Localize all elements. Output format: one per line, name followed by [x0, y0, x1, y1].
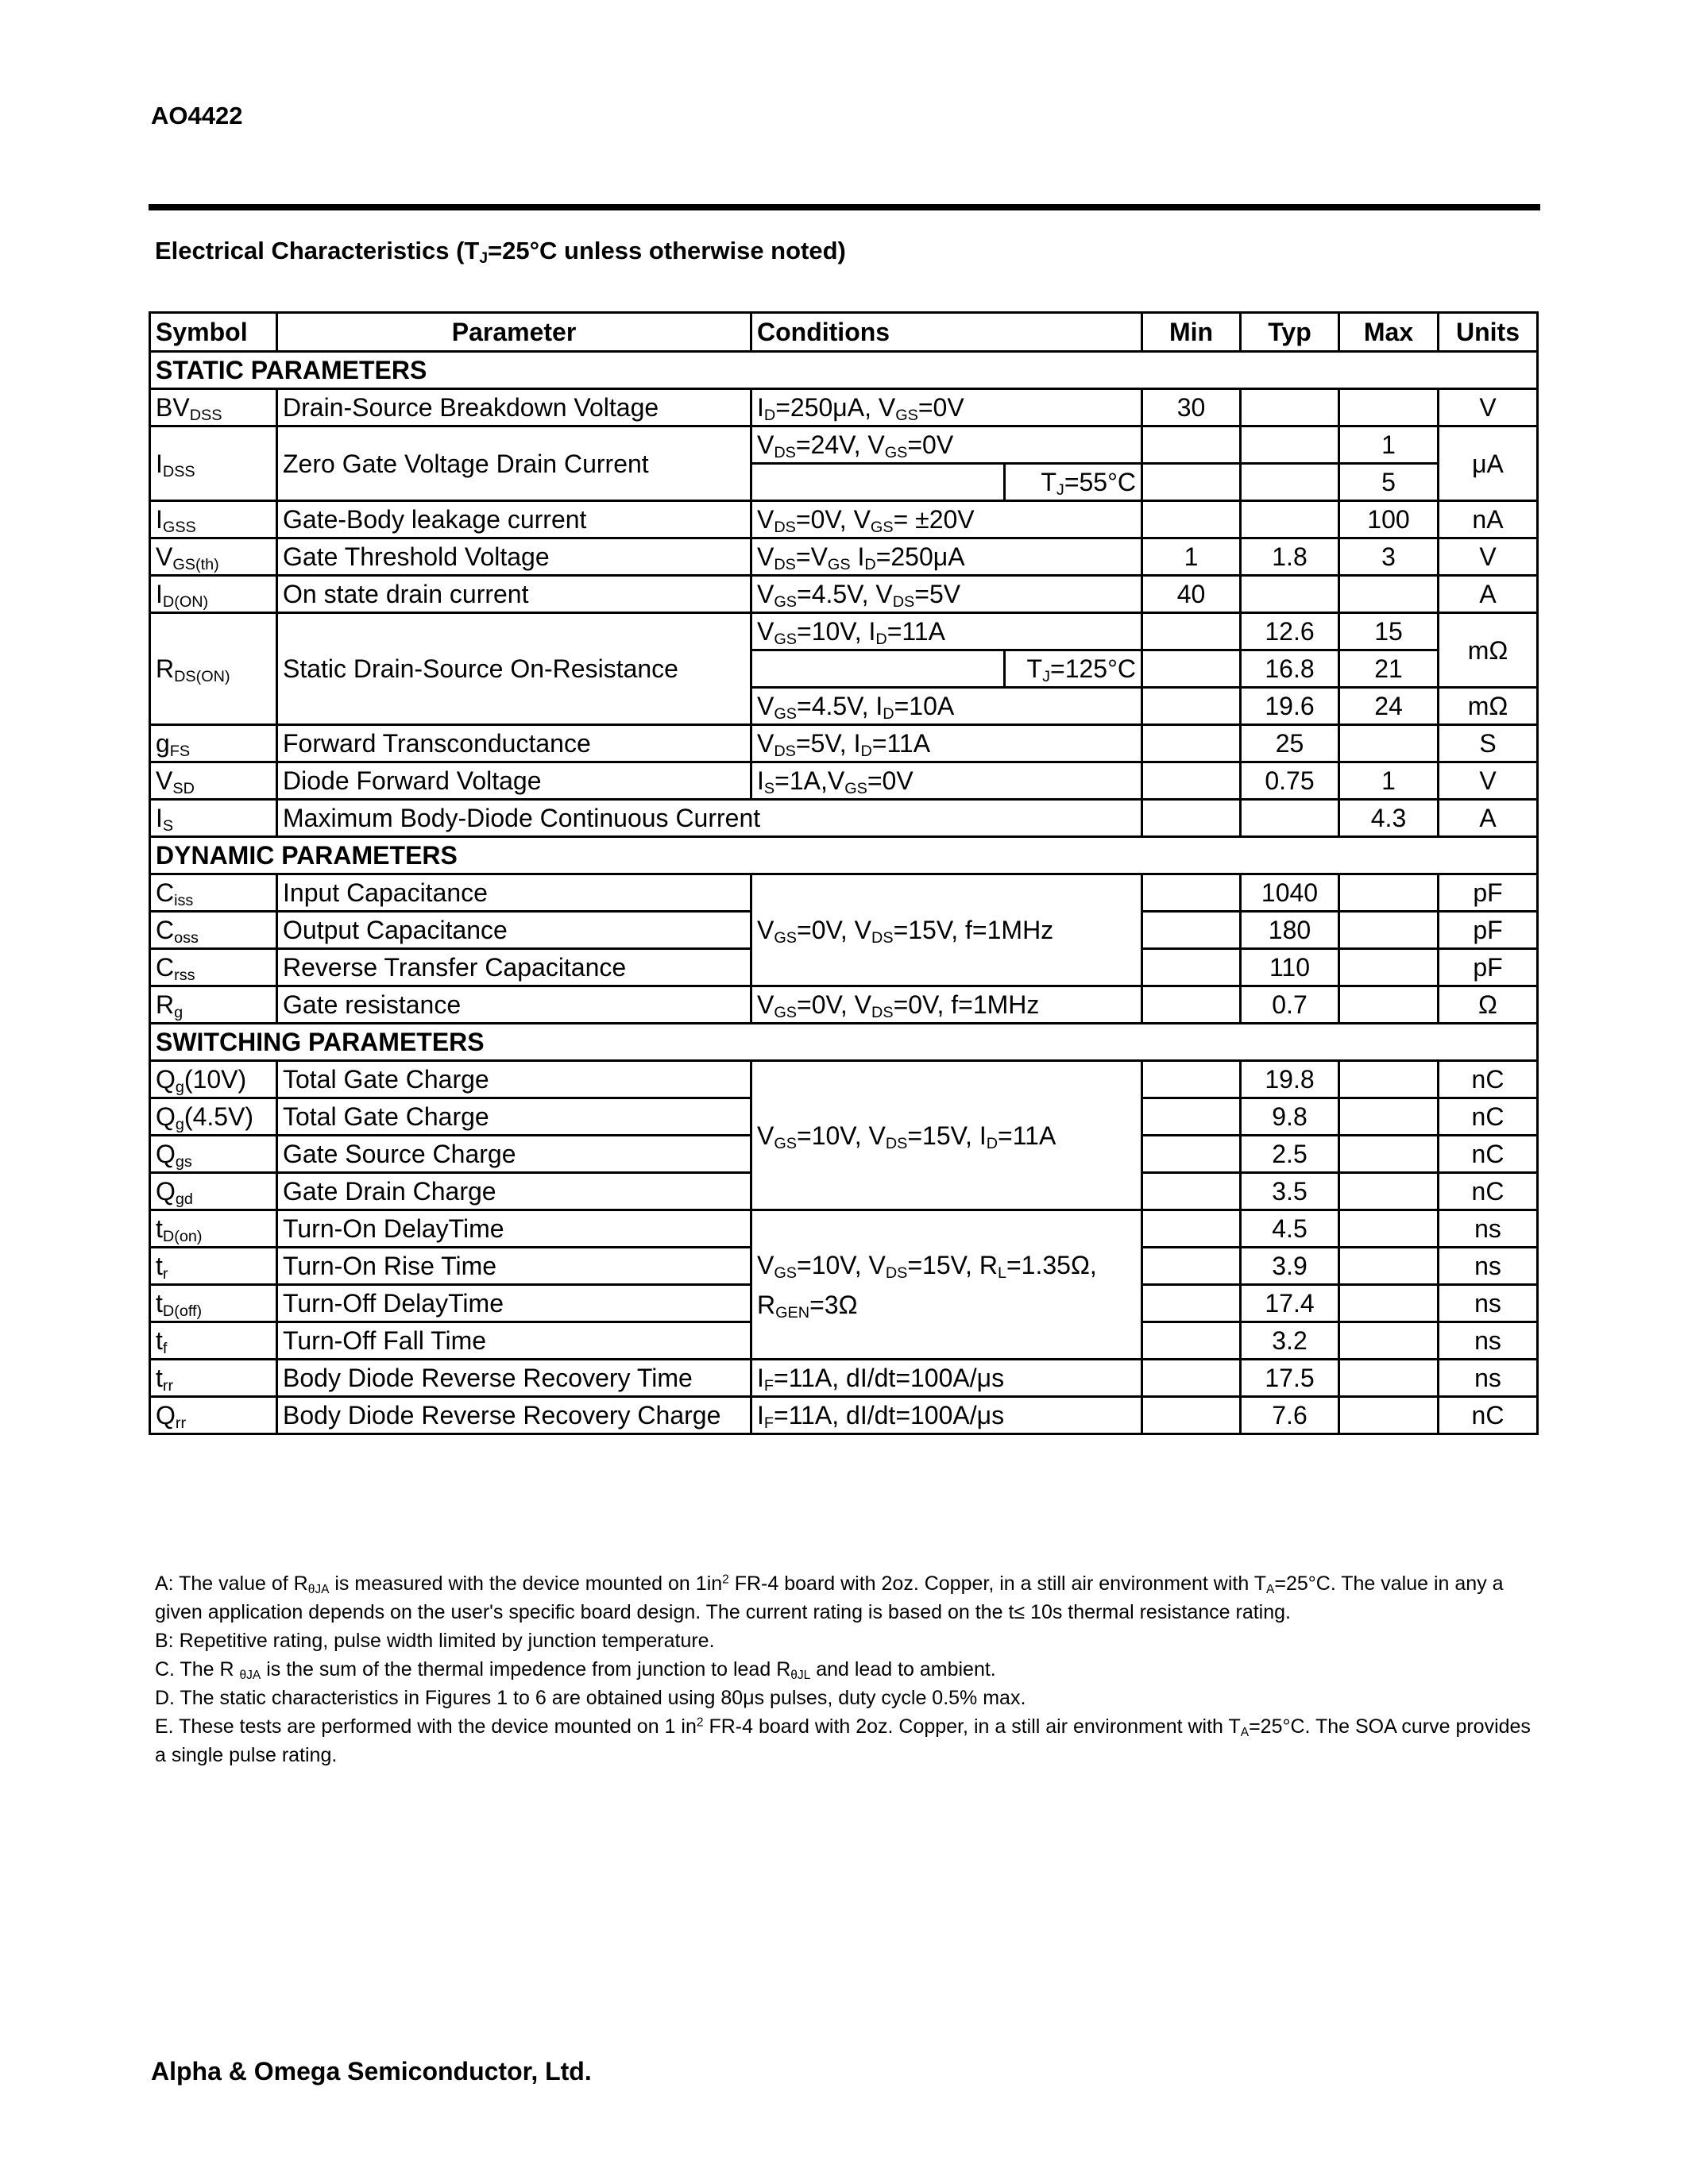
header-conditions: Conditions — [751, 313, 1142, 352]
units-cell: ns — [1439, 1210, 1538, 1248]
max-cell — [1339, 1248, 1439, 1285]
min-cell — [1142, 464, 1241, 501]
conditions-cell: $I_S=1A,V_{GS}=0V$ — [751, 762, 1142, 800]
company-footer: Alpha & Omega Semiconductor, Ltd. — [151, 2057, 592, 2086]
units-cell: nA — [1439, 501, 1538, 538]
units-cell: nC — [1439, 1397, 1538, 1434]
units-cell: ns — [1439, 1285, 1538, 1322]
symbol-cell: $R_g$ — [150, 986, 277, 1024]
symbol-cell: $V_{SD}$ — [150, 762, 277, 800]
typ-cell: 1.8 — [1241, 538, 1339, 576]
units-cell: ns — [1439, 1248, 1538, 1285]
parameter-cell: Turn-On DelayTime — [277, 1210, 751, 1248]
conditions-cell: $V_{GS}=4.5V$, $V_{DS}=5V$ — [751, 576, 1142, 613]
part-number: AO4422 — [151, 102, 243, 129]
min-cell — [1142, 1061, 1241, 1098]
parameter-cell: Maximum Body-Diode Continuous Current — [277, 800, 1142, 837]
max-cell: 1 — [1339, 426, 1439, 464]
units-cell: nC — [1439, 1136, 1538, 1173]
units-cell: Ω — [1439, 986, 1538, 1024]
symbol-cell: $BV_{DSS}$ — [150, 389, 277, 426]
parameter-cell: Static Drain-Source On-Resistance — [277, 613, 751, 725]
parameter-cell: Body Diode Reverse Recovery Time — [277, 1360, 751, 1397]
max-cell — [1339, 986, 1439, 1024]
symbol-cell: $Q_{gd}$ — [150, 1173, 277, 1210]
units-cell: ns — [1439, 1360, 1538, 1397]
symbol-cell: $I_{D(ON)}$ — [150, 576, 277, 613]
symbol-cell: $V_{GS(th)}$ — [150, 538, 277, 576]
symbol-cell: $t_f$ — [150, 1322, 277, 1360]
footnotes — [155, 1569, 1541, 1769]
parameter-cell: Turn-Off Fall Time — [277, 1322, 751, 1360]
min-cell — [1142, 650, 1241, 688]
min-cell — [1142, 1173, 1241, 1210]
parameter-cell: Gate Drain Charge — [277, 1173, 751, 1210]
conditions-cell: $I_D=250\mu A$, $V_{GS}=0V$ — [751, 389, 1142, 426]
header-parameter: Parameter — [277, 313, 751, 352]
max-cell: 24 — [1339, 688, 1439, 725]
units-cell: mΩ — [1439, 688, 1538, 725]
symbol-cell: $Q_{rr}$ — [150, 1397, 277, 1434]
note-b: B: Repetitive rating, pulse width limited by junction temperature. — [155, 1630, 715, 1652]
tj-condition: $T_J=125^\circ C$ — [1005, 650, 1142, 688]
min-cell — [1142, 1248, 1241, 1285]
symbol-cell: $t_{D(on)}$ — [150, 1210, 277, 1248]
note-e: E. These tests are performed with the device mounted on 1 $in^2$ FR-4 board with 2oz. Copper, in a still air environment with $T_A=25^\circ C$. The SOA curve provides a single pulse rating. — [155, 1715, 1531, 1766]
max-cell: 1 — [1339, 762, 1439, 800]
symbol-cell: $I_{DSS}$ — [150, 426, 277, 501]
units-cell: pF — [1439, 949, 1538, 986]
section-title: Electrical Characteristics ($T_J=25^\circ C$ unless otherwise noted) — [155, 237, 846, 267]
table-row — [150, 1360, 1538, 1397]
electrical-characteristics-table — [149, 311, 1539, 1435]
table-row — [150, 576, 1538, 613]
max-cell: 3 — [1339, 538, 1439, 576]
min-cell — [1142, 1360, 1241, 1397]
units-cell: A — [1439, 576, 1538, 613]
symbol-cell: $C_{oss}$ — [150, 912, 277, 949]
parameter-cell: Input Capacitance — [277, 874, 751, 912]
conditions-blank — [751, 650, 1005, 688]
typ-cell: 1040 — [1241, 874, 1339, 912]
table-row — [150, 725, 1538, 762]
max-cell: 100 — [1339, 501, 1439, 538]
min-cell — [1142, 1098, 1241, 1136]
min-cell — [1142, 501, 1241, 538]
parameter-cell: Reverse Transfer Capacitance — [277, 949, 751, 986]
typ-cell: 2.5 — [1241, 1136, 1339, 1173]
typ-cell — [1241, 800, 1339, 837]
typ-cell: 4.5 — [1241, 1210, 1339, 1248]
section-switching: SWITCHING PARAMETERS — [150, 1024, 1538, 1061]
parameter-cell: Total Gate Charge — [277, 1098, 751, 1136]
tj-condition: $T_J=55^\circ C$ — [1005, 464, 1142, 501]
conditions-cell: $I_F=11A$, dI/dt=100A/μs — [751, 1360, 1142, 1397]
typ-cell: 180 — [1241, 912, 1339, 949]
typ-cell: 19.6 — [1241, 688, 1339, 725]
section-dynamic: DYNAMIC PARAMETERS — [150, 837, 1538, 874]
typ-cell — [1241, 426, 1339, 464]
min-cell — [1142, 613, 1241, 650]
typ-cell: 17.4 — [1241, 1285, 1339, 1322]
table-row — [150, 1397, 1538, 1434]
max-cell — [1339, 725, 1439, 762]
min-cell — [1142, 800, 1241, 837]
max-cell — [1339, 874, 1439, 912]
typ-cell: 25 — [1241, 725, 1339, 762]
symbol-cell: $C_{rss}$ — [150, 949, 277, 986]
units-cell: V — [1439, 538, 1538, 576]
typ-cell: 7.6 — [1241, 1397, 1339, 1434]
max-cell: 5 — [1339, 464, 1439, 501]
parameter-cell: Gate Threshold Voltage — [277, 538, 751, 576]
max-cell — [1339, 1397, 1439, 1434]
conditions-cell: $V_{GS}=0V$, $V_{DS}=15V$, f=1MHz — [751, 874, 1142, 986]
symbol-cell: $Q_g(10V)$ — [150, 1061, 277, 1098]
min-cell — [1142, 725, 1241, 762]
conditions-cell: $I_F=11A$, dI/dt=100A/μs — [751, 1397, 1142, 1434]
typ-cell — [1241, 464, 1339, 501]
min-cell: 1 — [1142, 538, 1241, 576]
units-cell: V — [1439, 389, 1538, 426]
table-row — [150, 986, 1538, 1024]
symbol-cell: $t_r$ — [150, 1248, 277, 1285]
header-min: Min — [1142, 313, 1241, 352]
conditions-cell: $V_{GS}=4.5V$, $I_D=10A$ — [751, 688, 1142, 725]
typ-cell: 0.75 — [1241, 762, 1339, 800]
units-cell: pF — [1439, 874, 1538, 912]
table-row — [150, 1210, 1538, 1248]
max-cell — [1339, 949, 1439, 986]
min-cell — [1142, 949, 1241, 986]
conditions-blank — [751, 464, 1005, 501]
table-row — [150, 501, 1538, 538]
max-cell — [1339, 1322, 1439, 1360]
units-cell: ns — [1439, 1322, 1538, 1360]
min-cell — [1142, 1285, 1241, 1322]
conditions-cell: $V_{GS}=10V$, $I_D=11A$ — [751, 613, 1142, 650]
units-cell: A — [1439, 800, 1538, 837]
parameter-cell: Gate Source Charge — [277, 1136, 751, 1173]
parameter-cell: Drain-Source Breakdown Voltage — [277, 389, 751, 426]
parameter-cell: Gate resistance — [277, 986, 751, 1024]
min-cell — [1142, 1136, 1241, 1173]
max-cell — [1339, 1210, 1439, 1248]
table-row — [150, 538, 1538, 576]
parameter-cell: On state drain current — [277, 576, 751, 613]
symbol-cell: $R_{DS(ON)}$ — [150, 613, 277, 725]
conditions-cell: $V_{DS}=0V$, $V_{GS}= \pm 20V$ — [751, 501, 1142, 538]
table-row — [150, 389, 1538, 426]
symbol-cell: $Q_g(4.5V)$ — [150, 1098, 277, 1136]
typ-cell: 3.9 — [1241, 1248, 1339, 1285]
typ-cell: 9.8 — [1241, 1098, 1339, 1136]
header-typ: Typ — [1241, 313, 1339, 352]
table-row — [150, 426, 1538, 464]
conditions-cell: $V_{DS}=5V$, $I_D=11A$ — [751, 725, 1142, 762]
min-cell — [1142, 1210, 1241, 1248]
typ-cell: 17.5 — [1241, 1360, 1339, 1397]
max-cell — [1339, 1285, 1439, 1322]
max-cell — [1339, 1136, 1439, 1173]
units-cell: nC — [1439, 1098, 1538, 1136]
symbol-cell: $g_{FS}$ — [150, 725, 277, 762]
units-cell: nC — [1439, 1061, 1538, 1098]
parameter-cell: Diode Forward Voltage — [277, 762, 751, 800]
typ-cell: 16.8 — [1241, 650, 1339, 688]
parameter-cell: Zero Gate Voltage Drain Current — [277, 426, 751, 501]
typ-cell — [1241, 501, 1339, 538]
table-header-row — [150, 313, 1538, 352]
min-cell — [1142, 986, 1241, 1024]
typ-cell — [1241, 389, 1339, 426]
min-cell: 40 — [1142, 576, 1241, 613]
max-cell — [1339, 1098, 1439, 1136]
symbol-cell: $Q_{gs}$ — [150, 1136, 277, 1173]
max-cell: 21 — [1339, 650, 1439, 688]
typ-cell: 0.7 — [1241, 986, 1339, 1024]
min-cell — [1142, 874, 1241, 912]
symbol-cell: $t_{rr}$ — [150, 1360, 277, 1397]
table-row — [150, 762, 1538, 800]
parameter-cell: Turn-On Rise Time — [277, 1248, 751, 1285]
header-rule — [149, 204, 1540, 210]
header-max: Max — [1339, 313, 1439, 352]
min-cell — [1142, 1322, 1241, 1360]
units-cell: V — [1439, 762, 1538, 800]
parameter-cell: Gate-Body leakage current — [277, 501, 751, 538]
conditions-cell: $V_{DS}=V_{GS}$ $I_D=250\mu A$ — [751, 538, 1142, 576]
max-cell — [1339, 912, 1439, 949]
note-c: C. The R $_{\theta JA}$ is the sum of the thermal impedence from junction to lead $R_{\theta JL}$ and lead to ambient. — [155, 1658, 996, 1682]
table-row — [150, 874, 1538, 912]
min-cell — [1142, 1397, 1241, 1434]
units-cell: S — [1439, 725, 1538, 762]
note-d: D. The static characteristics in Figures 1 to 6 are obtained using 80μs pulses, duty cycle 0.5% max. — [155, 1687, 1026, 1709]
symbol-cell: $C_{iss}$ — [150, 874, 277, 912]
typ-cell: 19.8 — [1241, 1061, 1339, 1098]
table-row — [150, 800, 1538, 837]
symbol-cell: $I_S$ — [150, 800, 277, 837]
min-cell — [1142, 762, 1241, 800]
units-cell: nC — [1439, 1173, 1538, 1210]
min-cell — [1142, 688, 1241, 725]
section-static: STATIC PARAMETERS — [150, 352, 1538, 389]
symbol-cell: $t_{D(off)}$ — [150, 1285, 277, 1322]
conditions-cell: $V_{GS}=10V$, $V_{DS}=15V$, $R_L=1.35\Omega$, $R_{GEN}=3\Omega$ — [751, 1210, 1142, 1360]
typ-cell: 12.6 — [1241, 613, 1339, 650]
conditions-cell: $V_{GS}=10V$, $V_{DS}=15V$, $I_D=11A$ — [751, 1061, 1142, 1210]
conditions-cell: $V_{GS}=0V$, $V_{DS}=0V$, f=1MHz — [751, 986, 1142, 1024]
max-cell — [1339, 576, 1439, 613]
max-cell: 15 — [1339, 613, 1439, 650]
table-row — [150, 1061, 1538, 1098]
max-cell — [1339, 1173, 1439, 1210]
parameter-cell: Output Capacitance — [277, 912, 751, 949]
typ-cell: 3.2 — [1241, 1322, 1339, 1360]
symbol-cell: $I_{GSS}$ — [150, 501, 277, 538]
max-cell — [1339, 389, 1439, 426]
parameter-cell: Turn-Off DelayTime — [277, 1285, 751, 1322]
max-cell: 4.3 — [1339, 800, 1439, 837]
min-cell: 30 — [1142, 389, 1241, 426]
units-cell: pF — [1439, 912, 1538, 949]
header-units: Units — [1439, 313, 1538, 352]
units-cell: μA — [1439, 426, 1538, 501]
typ-cell: 3.5 — [1241, 1173, 1339, 1210]
parameter-cell: Total Gate Charge — [277, 1061, 751, 1098]
note-a: A: The value of $R_{\theta JA}$ is measured with the device mounted on $1in^2$ FR-4 board with 2oz. Copper, in a still air environment with $T_A=25^\circ C$. The value in any a given application depends on the user's specific board design. The current rating is based on the t≤ 10s thermal resistance rating. — [155, 1572, 1504, 1623]
max-cell — [1339, 1360, 1439, 1397]
typ-cell — [1241, 576, 1339, 613]
parameter-cell: Body Diode Reverse Recovery Charge — [277, 1397, 751, 1434]
typ-cell: 110 — [1241, 949, 1339, 986]
header-symbol: Symbol — [150, 313, 277, 352]
min-cell — [1142, 426, 1241, 464]
max-cell — [1339, 1061, 1439, 1098]
conditions-cell: $V_{DS}=24V$, $V_{GS}=0V$ — [751, 426, 1142, 464]
parameter-cell: Forward Transconductance — [277, 725, 751, 762]
units-cell: mΩ — [1439, 613, 1538, 688]
table-row — [150, 613, 1538, 650]
min-cell — [1142, 912, 1241, 949]
